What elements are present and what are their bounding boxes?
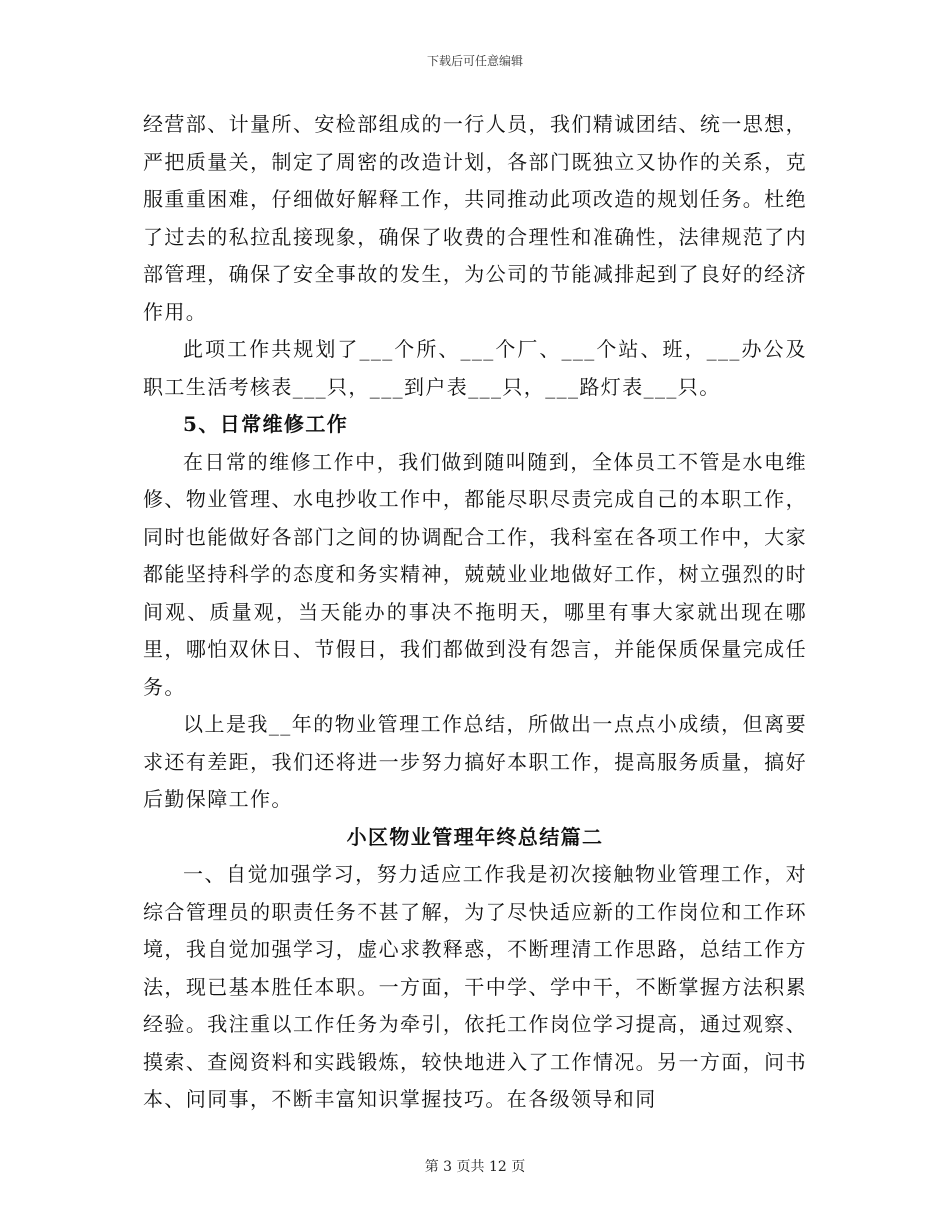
paragraph-continuation: 经营部、计量所、安检部组成的一行人员，我们精诚团结、统一思想，严把质量关，制定了周密的改造计划，各部门既独立又协作的关系，克服重重困难，仔细做好解释工作，共同推动此项改造的规划任务。杜绝了过去的私拉乱接现象，确保了收费的合理性和准确性，法律规范了内部管理，确保了安全事故的发生，为公司的节能减排起到了良好的经济作用。 <box>143 112 807 324</box>
paragraph-planning-stats: 此项工作共规划了___个所、___个厂、___个站、班，___办公及职工生活考核表___只，___到户表___只，___路灯表___只。 <box>143 337 807 399</box>
paragraph-conclusion: 以上是我__年的物业管理工作总结，所做出一点点小成绩，但离要求还有差距，我们还将进一步努力搞好本职工作，提高服务质量，搞好后勤保障工作。 <box>143 712 807 811</box>
paragraph-daily-maintenance: 在日常的维修工作中，我们做到随叫随到，全体员工不管是水电维修、物业管理、水电抄收工作中，都能尽职尽责完成自己的本职工作，同时也能做好各部门之间的协调配合工作，我科室在各项工作中，大家都能坚持科学的态度和务实精神，兢兢业业地做好工作，树立强烈的时间观、质量观，当天能办的事决不拖明天，哪里有事大家就出现在哪里，哪怕双休日、节假日，我们都做到没有怨言，并能保质保量完成任务。 <box>143 449 807 699</box>
document-body <box>143 106 807 1119</box>
paragraph-self-learning: 一、自觉加强学习，努力适应工作我是初次接触物业管理工作，对综合管理员的职责任务不甚了解，为了尽快适应新的工作岗位和工作环境，我自觉加强学习，虚心求教释惑，不断理清工作思路，总结工作方法，现已基本胜任本职。一方面，干中学、学中干，不断掌握方法积累经验。我注重以工作任务为牵引，依托工作岗位学习提高，通过观察、摸索、查阅资料和实践锻炼，较快地进入了工作情况。另一方面，问书本、问同事，不断丰富知识掌握技巧。在各级领导和同 <box>143 862 807 1111</box>
section-heading-daily-maintenance: 5、日常维修工作 <box>183 412 349 436</box>
article-title-part-two: 小区物业管理年终总结篇二 <box>346 824 604 849</box>
page-footer: 第 3 页共 12 页 <box>424 1159 526 1175</box>
page-header: 下载后可任意编辑 <box>426 54 523 68</box>
